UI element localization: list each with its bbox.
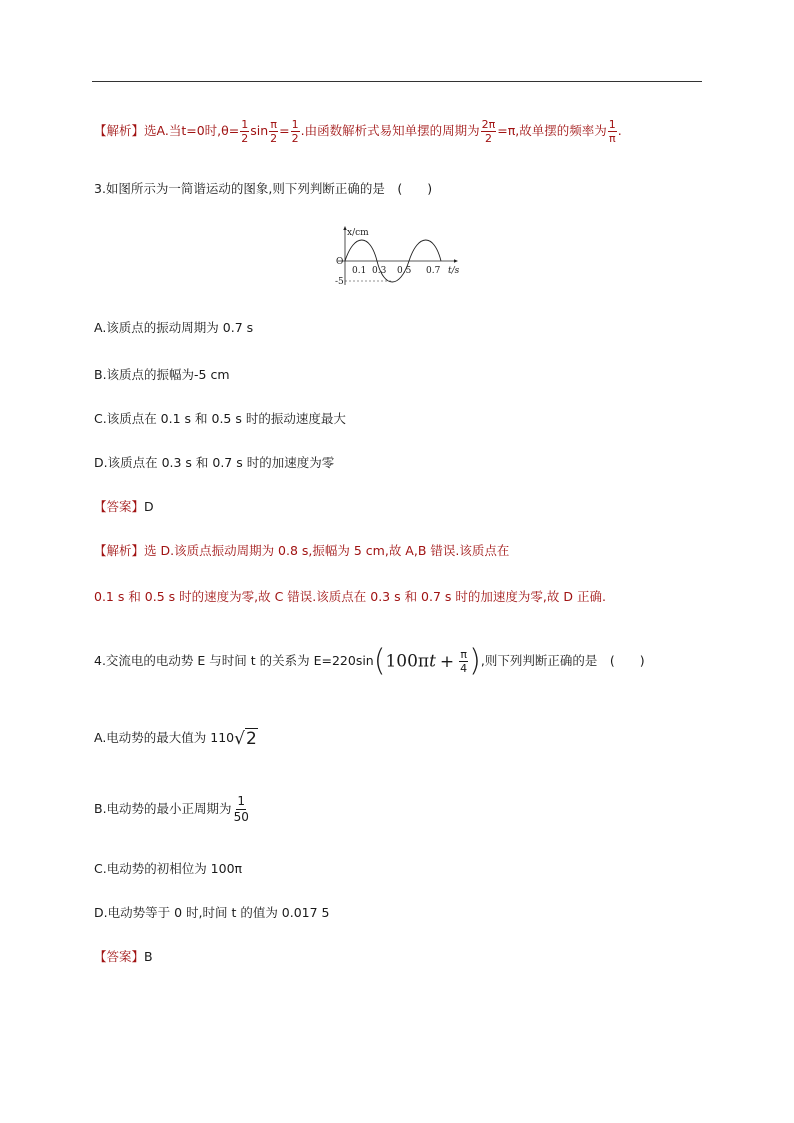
fraction-den: 50 [233,810,249,824]
fraction-den: 2 [270,132,278,145]
q3-option-c: C.该质点在 0.1 s 和 0.5 s 时的振动速度最大 [94,411,346,426]
q3-stem: 3.如图所示为一简谐运动的图象,则下列判断正确的是 ( ) [94,181,433,196]
q4-stem [94,645,645,678]
fraction-num: 1 [291,118,299,131]
option-text: A.电动势的最大值为 110 [94,730,235,745]
y-axis-label: x/cm [347,228,369,238]
sqrt-radicand: 2 [245,728,257,749]
tick-label: 0.1 [352,266,367,276]
fraction-num: 2π [481,118,496,131]
header-rule [92,81,702,82]
fraction-2 [269,118,278,145]
analysis-tag: 【解析】 [94,123,145,138]
q4-stem-post: ,则下列判断正确的是 ( ) [480,653,645,668]
q3-analysis-1 [94,542,509,560]
fraction-den: π [608,132,616,145]
answer-tag: 【答案】 [94,949,145,964]
q3-analysis-2: 0.1 s 和 0.5 s 时的速度为零,故 C 错误.该质点在 0.3 s 和 0.7 s 时的加速度为零,故 D 正确. [94,589,606,604]
analysis-text: 选 D.该质点振动周期为 0.8 s,振幅为 5 cm,故 A,B 错误.该质点在 [144,543,510,558]
q3-option-d: D.该质点在 0.3 s 和 0.7 s 时的加速度为零 [94,455,335,470]
sqrt [234,727,258,751]
fraction-num: π [270,118,277,131]
analysis-text-4: .由函数解析式易知单摆的周期为 [300,123,480,138]
q4-option-d: D.电动势等于 0 时,时间 t 的值为 0.017 5 [94,905,330,920]
fraction-num: 1 [237,794,246,808]
period-fraction [233,794,250,825]
fraction-3 [291,118,300,145]
expr-plus: + [439,651,455,672]
fraction-5 [608,118,617,145]
tick-label: 0.7 [426,266,441,276]
answer-tag: 【答案】 [94,499,145,514]
paren-open: ( [373,643,386,679]
q4-option-a [94,726,258,751]
analysis-text-2: sin [250,123,269,138]
q4-option-b [94,792,251,826]
shm-graph [333,225,463,291]
option-text: B.电动势的最小正周期为 [94,801,232,816]
x-axis-arrow [454,259,458,262]
expr-coef: 100π [385,651,430,672]
q4-stem-pre: 4.交流电的电动势 E 与时间 t 的关系为 E=220sin [94,653,374,668]
q4-answer [94,948,153,966]
analysis-text-6: . [617,123,622,138]
fraction-den: 2 [484,132,492,145]
analysis-text-1: 选A.当t=0时,θ= [144,123,240,138]
q3-option-a: A.该质点的振动周期为 0.7 s [94,320,254,335]
origin-label: O [336,257,344,267]
fraction-1 [240,118,249,145]
fraction-4 [481,118,497,145]
analysis-prev [94,118,622,145]
tick-label: 0.5 [397,266,412,276]
fraction-den: 2 [241,132,249,145]
analysis-text-3: = [279,123,290,138]
fraction-den: 2 [291,132,299,145]
analysis-text-5: =π,故单摆的频率为 [497,123,607,138]
fraction-den: 4 [460,662,468,675]
answer-value: D [144,499,154,514]
neg-amplitude-label: -5 [335,277,344,287]
paren-close: ) [469,643,481,679]
expr-var: t [429,651,436,672]
x-axis-label: t/s [448,266,460,276]
q3-answer [94,498,154,516]
fraction-num: π [460,648,467,661]
q3-option-b: B.该质点的振幅为-5 cm [94,367,230,382]
q4-option-c: C.电动势的初相位为 100π [94,861,243,876]
tick-label: 0.3 [372,266,387,276]
phase-fraction [459,648,468,675]
answer-value: B [144,949,153,964]
fraction-num: 1 [608,118,616,131]
sqrt-sign: √ [234,728,245,749]
fraction-num: 1 [241,118,249,131]
analysis-tag: 【解析】 [94,543,145,558]
